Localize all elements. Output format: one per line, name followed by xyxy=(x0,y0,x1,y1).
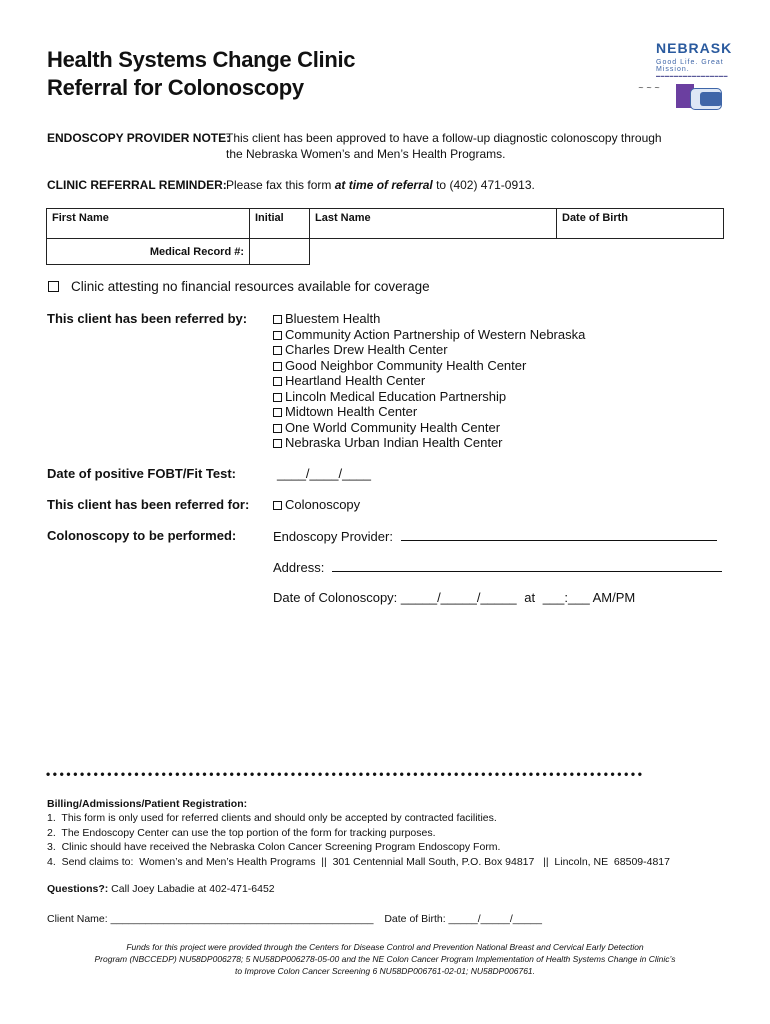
referred-by-option[interactable] xyxy=(273,435,585,451)
referred-by-options xyxy=(273,311,585,451)
logo-wordmark: NEBRASK xyxy=(656,40,733,56)
funding-statement: Funds for this project were provided through the Centers for Disease Control and Prevention National Breast and Cervical Early Detection Program (NBCCEDP) NU58DP006278; 5 NU58DP006278-05-00 and the NE Colon Cancer Program Implementation of Health Systems Change in Clinic’s to Improve Colon Cancer Screening 6 NU58DP006761-02-01; NU58DP006761. xyxy=(94,942,676,976)
dotted-divider: •••••••••••••••••••••••••••••••••••••••••••••••••••••••••••••••••••••••••••••••••••••••• xyxy=(46,767,645,781)
colonoscopy-ampm-label: AM/PM xyxy=(592,590,636,605)
address-label: Address: xyxy=(273,560,325,575)
referral-option-label: Nebraska Urban Indian Health Center xyxy=(285,435,503,450)
logo-graphic-blue xyxy=(700,92,722,106)
address-row xyxy=(273,559,723,576)
referred-for-label: This client has been referred for: xyxy=(47,497,250,512)
logo-subline: Good Life. Great Mission. xyxy=(656,59,724,73)
referral-reminder-text: Please fax this form at time of referral to (402) 471-0913. xyxy=(226,178,535,192)
financial-attest-checkbox[interactable] xyxy=(48,281,59,292)
referral-checkbox[interactable] xyxy=(273,315,282,324)
client-name-label: Client Name: xyxy=(47,913,108,925)
endoscopy-provider-input[interactable] xyxy=(401,528,717,541)
fobt-date-field[interactable]: ____/____/____ xyxy=(277,466,371,481)
colonoscopy-date-label: Date of Colonoscopy: xyxy=(273,590,398,605)
referral-option-label: Heartland Health Center xyxy=(285,373,426,388)
referral-option-label: Community Action Partnership of Western Nebraska xyxy=(285,326,586,342)
logo-script-mark: ~ ~ ~ xyxy=(638,84,661,92)
referral-checkbox[interactable] xyxy=(273,362,282,371)
colonoscopy-at-label: at xyxy=(524,590,536,605)
medical-record-field[interactable] xyxy=(250,239,310,265)
questions-row xyxy=(47,882,275,897)
referral-option-label: Charles Drew Health Center xyxy=(285,342,448,357)
referral-checkbox[interactable] xyxy=(273,331,282,340)
referral-reminder-label: CLINIC REFERRAL REMINDER: xyxy=(47,178,227,192)
colonoscopy-performed-label: Colonoscopy to be performed: xyxy=(47,528,237,543)
referred-by-option[interactable] xyxy=(273,327,585,343)
billing-list xyxy=(47,811,737,869)
questions-label: Questions?: xyxy=(47,883,109,895)
logo-rule: ▬▬▬▬▬▬▬▬▬▬▬▬▬▬▬▬ xyxy=(656,73,728,78)
billing-item: 1. This form is only used for referred clients and should only be accepted by contracted facilities. xyxy=(47,812,497,824)
initial-field[interactable]: Initial xyxy=(250,209,310,239)
medical-record-label: Medical Record #: xyxy=(47,239,250,265)
referred-by-option[interactable] xyxy=(273,358,585,374)
date-of-birth-field[interactable]: Date of Birth xyxy=(557,209,724,239)
referral-option-label: Midtown Health Center xyxy=(285,404,418,419)
referred-by-option[interactable] xyxy=(273,404,585,420)
last-name-field[interactable]: Last Name xyxy=(310,209,557,239)
fobt-date-label: Date of positive FOBT/Fit Test: xyxy=(47,466,236,481)
referral-checkbox[interactable] xyxy=(273,346,282,355)
address-input[interactable] xyxy=(332,559,722,572)
referral-checkbox[interactable] xyxy=(273,377,282,386)
referral-checkbox[interactable] xyxy=(273,439,282,448)
referral-option-label: One World Community Health Center xyxy=(285,419,501,435)
referred-by-option[interactable] xyxy=(273,342,585,358)
form-title xyxy=(47,46,355,102)
financial-attest-row[interactable] xyxy=(48,279,430,295)
form-title-line2: Referral for Colonoscopy xyxy=(47,75,304,100)
referral-option-label: Good Neighbor Community Health Center xyxy=(285,357,527,373)
referred-for-colonoscopy[interactable] xyxy=(273,497,360,513)
referral-checkbox[interactable] xyxy=(273,424,282,433)
endoscopy-provider-row xyxy=(273,528,723,545)
referred-by-option[interactable] xyxy=(273,311,585,327)
nebraska-logo xyxy=(630,40,733,120)
referral-checkbox[interactable] xyxy=(273,393,282,402)
provider-note-text: This client has been approved to have a follow-up diagnostic colonoscopy through the Nebraska Women’s and Men’s Health Programs. xyxy=(226,131,662,161)
colonoscopy-option-label: Colonoscopy xyxy=(285,497,361,512)
referred-by-option[interactable] xyxy=(273,420,585,436)
referral-option-label: Lincoln Medical Education Partnership xyxy=(285,388,507,404)
client-dob-input[interactable]: _____/_____/_____ xyxy=(448,913,542,925)
billing-item: 3. Clinic should have received the Nebraska Colon Cancer Screening Program Endoscopy Form. xyxy=(47,841,501,853)
referral-option-label: Bluestem Health xyxy=(285,311,381,326)
colonoscopy-checkbox[interactable] xyxy=(273,501,282,510)
referred-by-option[interactable] xyxy=(273,389,585,405)
provider-note-label: ENDOSCOPY PROVIDER NOTE: xyxy=(47,131,231,145)
referred-by-label: This client has been referred by: xyxy=(47,311,248,326)
client-footer-row xyxy=(47,912,542,927)
referred-by-option[interactable] xyxy=(273,373,585,389)
referral-emphasis: at time of referral xyxy=(334,178,433,192)
billing-item: 2. The Endoscopy Center can use the top portion of the form for tracking purposes. xyxy=(47,826,436,839)
billing-heading: Billing/Admissions/Patient Registration: xyxy=(47,798,248,810)
first-name-field[interactable]: First Name xyxy=(47,209,250,239)
questions-contact: Call Joey Labadie at 402-471-6452 xyxy=(108,883,275,895)
colonoscopy-date-row xyxy=(273,590,635,606)
billing-item: 4. Send claims to: Women’s and Men’s Health Programs || 301 Centennial Mall South, P.O. Box 94817 || Lincoln, NE 68509-4817 xyxy=(47,855,670,868)
patient-info-table xyxy=(46,208,724,265)
client-dob-label: Date of Birth: xyxy=(384,913,446,925)
referral-checkbox[interactable] xyxy=(273,408,282,417)
colonoscopy-time-input[interactable]: ___:___ xyxy=(542,590,590,605)
colonoscopy-date-input[interactable]: _____/_____/_____ xyxy=(400,590,517,605)
endoscopy-provider-label: Endoscopy Provider: xyxy=(273,529,393,544)
client-name-input[interactable]: _____________________________________________ xyxy=(110,913,374,925)
financial-attest-label: Clinic attesting no financial resources available for coverage xyxy=(71,279,430,294)
form-title-line1: Health Systems Change Clinic xyxy=(47,47,356,72)
